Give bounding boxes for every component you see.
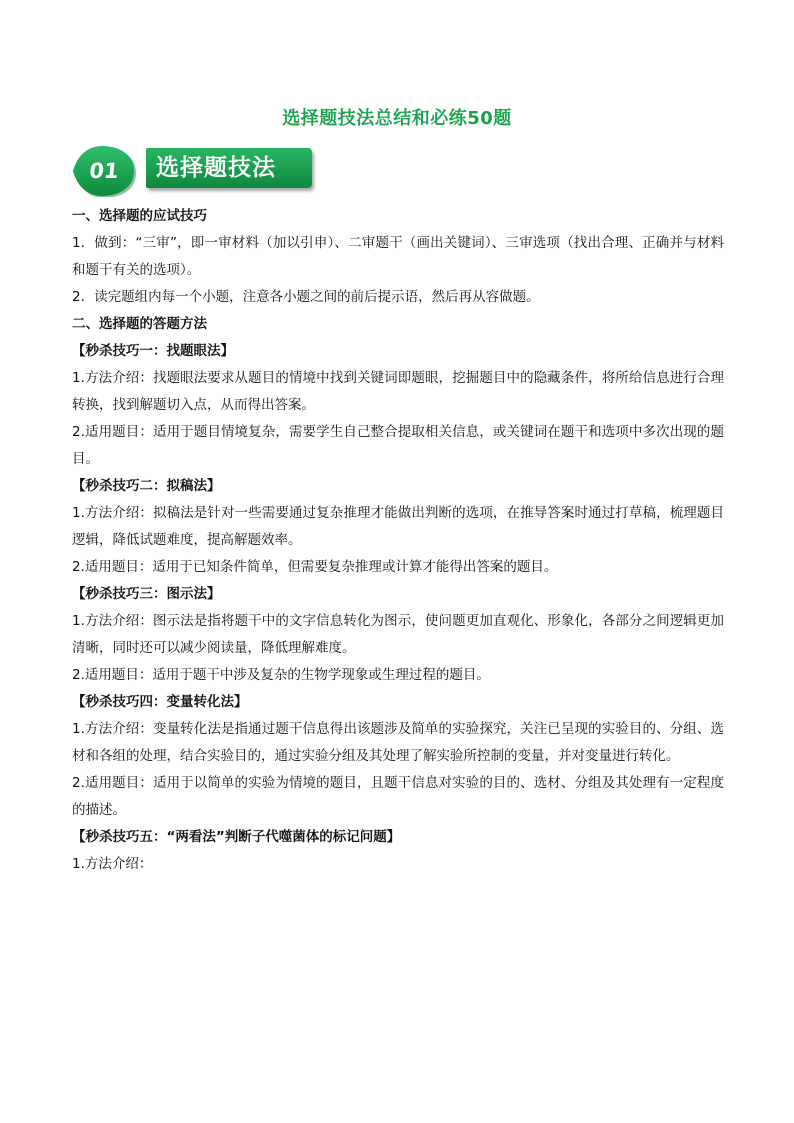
paragraph: 2.适用题目：适用于已知条件简单，但需要复杂推理或计算才能得出答案的题目。: [72, 559, 558, 575]
section-heading: 二、选择题的答题方法: [72, 316, 207, 332]
section-heading: 一、选择题的应试技巧: [72, 208, 207, 224]
section-number-badge: [72, 145, 136, 197]
document-body: [72, 203, 724, 878]
paragraph: 2.适用题目：适用于以简单的实验为情境的题目，且题干信息对实验的目的、选材、分组及其处理有一定程度的描述。: [72, 775, 724, 818]
paragraph: 1.方法介绍：变量转化法是指通过题干信息得出该题涉及简单的实验探究，关注已呈现的实验目的、分组、选材和各组的处理，结合实验目的，通过实验分组及其处理了解实验所控制的变量，并对变量进行转化。: [72, 721, 724, 764]
paragraph: 1.方法介绍：拟稿法是针对一些需要通过复杂推理才能做出判断的选项，在推导答案时通过打草稿，梳理题目逻辑，降低试题难度，提高解题效率。: [72, 505, 724, 548]
section-label: 选择题技法: [156, 155, 276, 181]
paragraph: 1.方法介绍：图示法是指将题干中的文字信息转化为图示，使问题更加直观化、形象化，各部分之间逻辑更加清晰，同时还可以减少阅读量，降低理解难度。: [72, 613, 724, 656]
paragraph: 2．读完题组内每一个小题，注意各小题之间的前后提示语，然后再从容做题。: [72, 289, 540, 305]
skill-title: 【秒杀技巧三：图示法】: [72, 586, 221, 602]
paragraph: 1．做到：“三审”，即一审材料（加以引申）、二审题干（画出关键词）、三审选项（找出合理、正确并与材料和题干有关的选项）。: [72, 235, 724, 278]
skill-title: 【秒杀技巧四：变量转化法】: [72, 694, 248, 710]
paragraph: 1.方法介绍：找题眼法要求从题目的情境中找到关键词即题眼，挖掘题目中的隐藏条件，将所给信息进行合理转换，找到解题切入点，从而得出答案。: [72, 370, 724, 413]
skill-title: 【秒杀技巧五：“两看法”判断子代噬菌体的标记问题】: [72, 829, 401, 845]
section-number: 01: [88, 159, 120, 183]
section-banner: [72, 145, 314, 197]
skill-title: 【秒杀技巧一：找题眼法】: [72, 343, 234, 359]
skill-title: 【秒杀技巧二：拟稿法】: [72, 478, 221, 494]
section-ribbon: [146, 148, 312, 188]
page-title: 选择题技法总结和必练50题: [282, 108, 512, 129]
paragraph: 2.适用题目：适用于题干中涉及复杂的生物学现象或生理过程的题目。: [72, 667, 490, 683]
paragraph: 1.方法介绍：: [72, 856, 153, 872]
paragraph: 2.适用题目：适用于题目情境复杂，需要学生自己整合提取相关信息，或关键词在题干和选项中多次出现的题目。: [72, 424, 724, 467]
